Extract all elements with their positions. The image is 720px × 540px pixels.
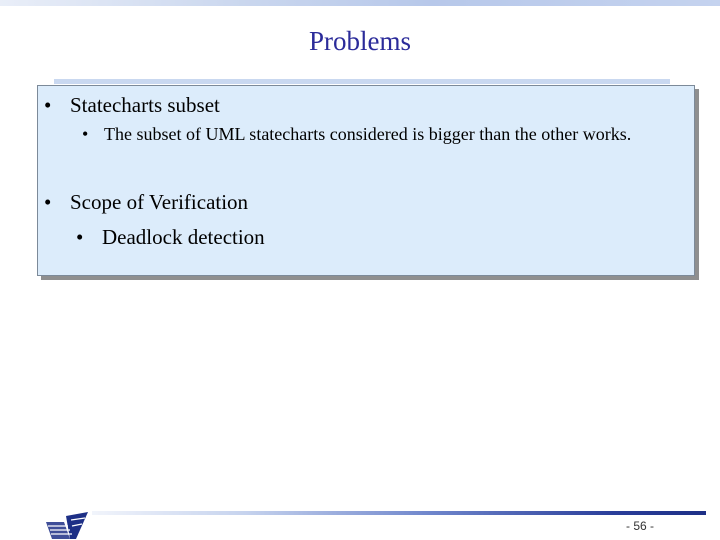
page-number: - 56 - xyxy=(626,519,655,533)
bullet-icon: • xyxy=(44,93,52,117)
slide-title: Problems xyxy=(308,26,411,56)
bullet-icon: • xyxy=(82,124,89,144)
university-logo-icon xyxy=(44,512,90,540)
bullet-text: Statecharts subset xyxy=(70,93,220,117)
bullet-icon: • xyxy=(76,225,84,249)
bullet-text: Scope of Verification xyxy=(70,190,249,214)
sub-bullet-item-1 xyxy=(82,124,631,145)
bullet-item-1 xyxy=(44,93,220,118)
title-underline xyxy=(54,79,670,84)
bullet-item-2 xyxy=(44,190,248,215)
sub-bullet-item-2 xyxy=(76,225,265,250)
sub-bullet-text: Deadlock detection xyxy=(102,225,265,249)
top-decorative-bar xyxy=(0,0,720,6)
sub-bullet-text: The subset of UML statecharts considered is bigger than the other works. xyxy=(104,124,632,144)
content-box xyxy=(37,85,695,276)
footer-gradient-line xyxy=(92,511,706,515)
bullet-icon: • xyxy=(44,190,52,214)
